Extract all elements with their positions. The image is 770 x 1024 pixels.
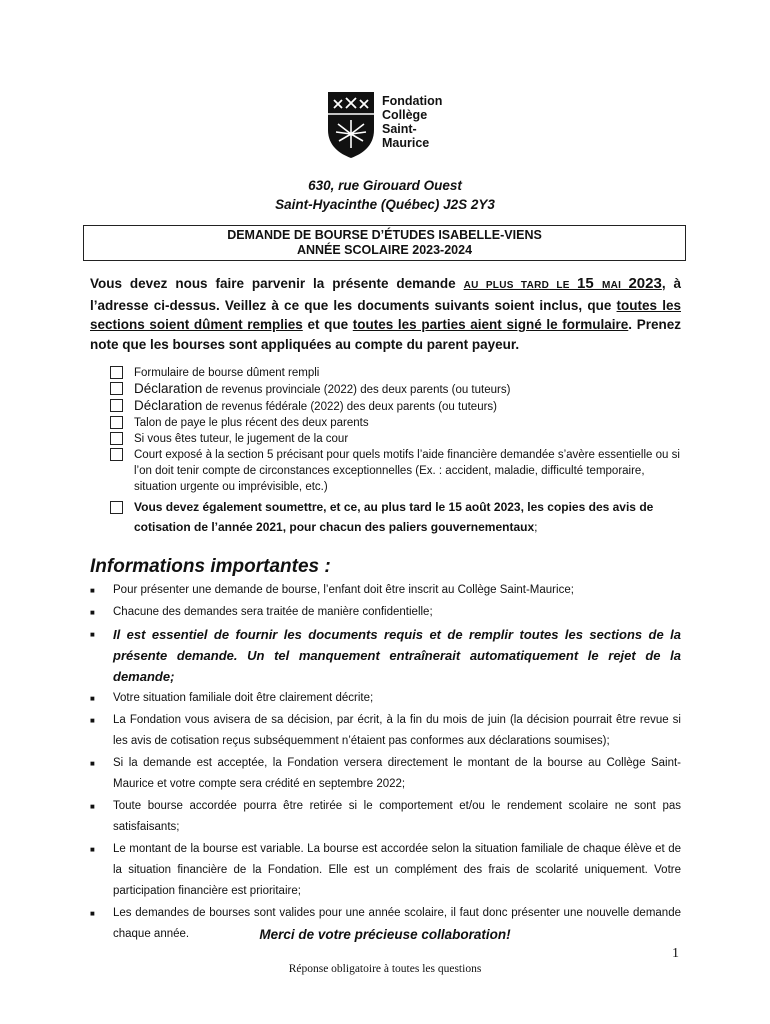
checklist-label [134,398,685,415]
bullet-icon: ■ [90,586,95,595]
list-item-text: Pour présenter une demande de bourse, l’enfant doit être inscrit au Collège Saint-Maurice; [113,584,574,596]
bullet-icon: ■ [90,716,95,725]
bullet-icon: ■ [90,630,95,639]
logo-wordmark [382,94,442,150]
checklist-item [110,365,685,381]
checklist-label [134,381,685,398]
logo-line-2: Collège [382,108,428,122]
checkbox[interactable] [110,382,123,395]
checklist-label-rest: de revenus provinciale (2022) des deux parents (ou tuteurs) [202,384,511,396]
checklist-label: Talon de paye le plus récent des deux parents [134,417,369,429]
logo-emblem-icon [326,90,376,160]
list-item [90,602,681,623]
deadline-month: MAI [602,280,629,291]
intro-text-3: et que [302,317,353,332]
logo-line-1: Fondation [382,94,443,108]
bullet-icon: ■ [90,802,95,811]
info-heading: Informations importantes : [90,556,331,577]
list-item-text: Les demandes de bourses sont valides pour une année scolaire, il faut donc présenter une nouvelle demande chaque année. [113,907,681,940]
checklist-item [110,415,685,431]
page-footer: Réponse obligatoire à toutes les questions [288,963,482,975]
intro-paragraph [90,274,681,354]
bullet-icon: ■ [90,694,95,703]
list-item [90,624,681,687]
list-item-text: Le montant de la bourse est variable. La bourse est accordée selon la situation familiale de chaque élève et de la situation financière de la Fondation. Elle est un complément des frais de scolarité uniquement. Votre participation financière est prioritaire; [113,843,681,897]
deadline-prefix: AU PLUS TARD LE [463,280,577,291]
deadline [464,276,662,291]
intro-text-2: , à l’adresse ci-dessus. Veillez à ce que les documents suivants soient inclus, que [90,276,682,313]
document-checklist [110,365,685,537]
page-number: 1 [672,946,679,961]
form-title: DEMANDE DE BOURSE D’ÉTUDES ISABELLE-VIENS [227,228,542,242]
checklist-label-bold: Vous devez également soumettre, et ce, au plus tard le 15 août 2023, les copies des avis de cotisation de l’année 2021, pour chacun des paliers gouvernementaux [134,500,654,534]
bullet-icon: ■ [90,608,95,617]
list-item-text: Votre situation familiale doit être clairement décrite; [113,692,374,704]
foundation-logo [326,90,448,160]
intro-text-1: Vous devez nous faire parvenir la présente demande [90,276,464,291]
list-item-text: Chacune des demandes sera traitée de manière confidentielle; [113,606,433,618]
intro-underline-2: toutes les parties aient signé le formulaire [352,317,629,332]
checklist-label-rest: de revenus fédérale (2022) des deux parents (ou tuteurs) [202,401,498,413]
checkbox[interactable] [110,501,123,514]
checklist-item [110,447,685,495]
logo-line-3: Saint- [382,122,417,136]
bullet-icon: ■ [90,909,95,918]
checklist-item [110,431,685,447]
list-item [90,796,681,838]
list-item [90,688,681,709]
deadline-day: 15 [577,275,602,292]
school-year: ANNÉE SCOLAIRE 2023-2024 [296,243,473,257]
closing-message: Merci de votre précieuse collaboration! [259,927,511,942]
checkbox[interactable] [110,432,123,445]
checkbox[interactable] [110,399,123,412]
checkbox[interactable] [110,416,123,429]
checklist-label [134,497,685,537]
address-street: 630, rue Girouard Ouest [308,178,462,193]
list-item [90,753,681,795]
checklist-item [110,381,685,398]
list-item [90,710,681,752]
checklist-label: Court exposé à la section 5 précisant pour quels motifs l’aide financière demandée s’avère essentielle ou si l’on doit tenir compte de circonstances exceptionnelles (Ex. : accident, maladie, difficulté temporaire, situation urgente ou imprévisible, etc.) [134,449,680,493]
list-item-text: La Fondation vous avisera de sa décision, par écrit, à la fin du mois de juin (la décision pourrait être revue si les avis de cotisation reçus subséquemment n’étaient pas conformes aux déclarations soumises); [113,714,681,747]
checklist-label: Si vous êtes tuteur, le jugement de la cour [134,433,349,445]
list-item-text: Toute bourse accordée pourra être retirée si le comportement et/ou le rendement scolaire ne sont pas satisfaisants; [113,800,681,833]
checklist-label-lead: Déclaration [134,381,203,396]
intro-text-4: . Prenez note que les bourses sont appliquées au compte du parent payeur. [90,317,681,352]
intro-underline-1: toutes les sections soient dûment remplies [90,297,681,332]
checkbox[interactable] [110,366,123,379]
list-item-text: Si la demande est acceptée, la Fondation versera directement le montant de la bourse au Collège Saint-Maurice et votre compte sera crédité en septembre 2022; [113,757,681,790]
checklist-item [110,497,685,537]
deadline-year: 2023 [628,275,662,292]
checklist-label-end: ; [534,520,538,534]
list-item [90,580,681,601]
info-list [90,580,681,946]
form-title-box [83,225,686,261]
list-item-text: Il est essentiel de fournir les documents requis et de remplir toutes les sections de la présente demande. Un tel manquement entraînerait automatiquement le rejet de la demande; [113,627,681,684]
bullet-icon: ■ [90,759,95,768]
checklist-label: Formulaire de bourse dûment rempli [134,367,320,379]
checklist-item [110,398,685,415]
logo-line-4: Maurice [382,136,430,150]
list-item [90,839,681,902]
address-city: Saint-Hyacinthe (Québec) J2S 2Y3 [275,197,495,212]
bullet-icon: ■ [90,845,95,854]
checkbox[interactable] [110,448,123,461]
checklist-label-lead: Déclaration [134,398,203,413]
